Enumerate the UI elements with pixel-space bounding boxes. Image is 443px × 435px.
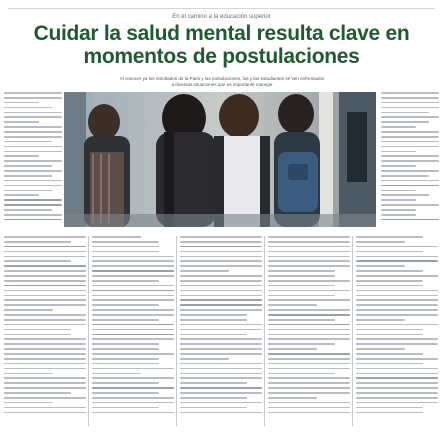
body-text-line [268,397,317,399]
body-text-line [268,329,350,331]
body-text-line [4,165,52,167]
body-text-line [268,392,350,394]
body-text-line [180,324,262,326]
body-text-line [381,107,439,109]
body-text-line [268,309,350,311]
body-text-line [180,246,262,248]
body-text-line [92,251,159,253]
article-kicker: En el camino a la educación superior [172,14,271,20]
body-text-line [180,377,262,379]
body-text-line [4,373,53,375]
body-text-line [180,236,262,238]
body-text-line [381,199,416,201]
body-text-line [381,219,439,221]
body-text-line [268,290,350,292]
body-text-line [356,392,438,394]
body-text-line [4,348,86,350]
body-column-4 [268,236,350,426]
body-text-line [180,382,247,384]
body-text-line [4,194,39,196]
body-text-line [381,190,416,192]
body-text-line [4,285,86,287]
body-text-line [381,126,416,128]
body-text-line [268,304,317,306]
body-text-line [356,334,423,336]
body-text-line [268,270,335,272]
body-text-line [381,136,439,138]
body-text-line [4,358,86,360]
body-text-line [356,368,438,370]
body-text-line [381,214,416,216]
body-text-line [268,285,335,287]
body-text-line [356,304,438,306]
body-text-line [4,412,86,414]
body-text-line [4,319,86,321]
body-text-line [268,295,335,297]
body-text-line [180,304,262,306]
body-text-line [4,402,53,404]
body-text-line [92,329,174,331]
body-text-line [356,256,438,258]
body-text-line [268,299,350,301]
body-column-5 [356,236,438,426]
body-text-line [4,160,62,162]
column-divider [88,236,89,426]
body-text-line [92,314,174,316]
body-text-line [381,170,439,172]
body-text-line [268,407,350,409]
body-text-line [381,102,439,104]
body-text-line [92,397,174,399]
headline-line-1: Cuidar la salud mental resulta clave en [33,22,410,45]
body-text-line [180,260,262,262]
body-text-line [268,382,350,384]
body-text-line [4,155,39,157]
body-text-line [356,348,405,350]
body-text-line [4,324,86,326]
body-text-line [4,387,86,389]
body-text-line [180,334,247,336]
body-text-line [92,285,174,287]
body-text-line [381,146,439,148]
body-text-line [268,363,350,365]
body-text-line [4,382,86,384]
body-text-line [4,353,86,355]
column-divider [352,236,353,426]
body-text-line [4,343,86,345]
body-text-line [381,194,429,196]
body-text-line [92,275,174,277]
body-text-line [4,141,52,143]
header-rule [8,8,435,9]
body-text-line [92,382,159,384]
body-text-line [92,290,174,292]
body-text-line [4,407,86,409]
body-text-line [268,314,350,316]
body-text-line [92,343,159,345]
body-text-line [4,151,62,153]
body-text-line [381,175,429,177]
body-text-line [4,107,52,109]
body-text-line [268,241,350,243]
body-text-line [180,256,262,258]
body-text-line [4,126,62,128]
body-text-line [381,97,439,99]
body-text-line [268,358,350,360]
body-text-line [92,241,159,243]
body-column-3 [180,236,262,426]
body-text-line [381,151,416,153]
body-text-line [356,251,423,253]
body-text-line [180,338,262,340]
body-text-line [4,309,53,311]
body-text-line [180,295,262,297]
body-text-line [356,295,438,297]
body-text-line [4,209,52,211]
body-text-line [4,314,86,316]
body-text-line [92,363,159,365]
body-text-line [381,112,429,114]
body-text-line [268,260,350,262]
body-text-line [92,373,141,375]
body-text-line [92,304,159,306]
body-text-line [180,392,262,394]
column-divider [176,236,177,426]
body-text-line [92,402,174,404]
body-column-1 [4,236,86,426]
body-text-line [180,368,262,370]
body-text-line [4,280,86,282]
body-text-line [4,246,86,248]
body-column-2 [92,236,174,426]
body-text-line [4,265,86,267]
body-text-line [356,353,423,355]
body-text-line [268,402,350,404]
body-text-line [356,363,423,365]
body-text-line [180,241,262,243]
body-text-line [92,265,174,267]
body-text-line [92,280,159,282]
body-text-line [180,329,262,331]
body-text-line [180,314,247,316]
body-text-line [4,170,62,172]
body-text-line [356,280,423,282]
body-text-line [4,251,86,253]
body-text-line [268,348,317,350]
body-text-line [4,334,71,336]
dek-line-2: a diversas situaciones que es importante manejar [171,82,273,87]
body-text-line [4,338,86,340]
body-text-line [268,236,350,238]
body-text-line [4,214,62,216]
body-text-line [356,377,438,379]
body-text-line [381,116,439,118]
body-text-line [356,373,438,375]
body-text-line [180,280,262,282]
body-text-line [180,275,262,277]
body-text-line [92,299,174,301]
body-text-line [180,387,262,389]
body-text-line [4,175,52,177]
body-text-line [4,290,86,292]
body-text-line [4,112,62,114]
body-text-line [268,275,335,277]
body-text-line [4,363,86,365]
body-text-line [180,373,262,375]
body-text-line [180,290,262,292]
right-text-column [381,92,439,224]
body-text-line [4,392,71,394]
body-text-line [92,368,174,370]
article-headline [10,22,433,68]
body-text-line [4,131,62,133]
body-text-line [4,260,71,262]
body-text-line [268,280,350,282]
body-text-line [92,353,174,355]
body-text-line [356,402,438,404]
column-divider [264,236,265,426]
body-text-line [4,102,39,104]
body-text-line [4,92,62,94]
body-text-line [92,377,174,379]
body-text-line [381,204,439,206]
body-text-line [356,387,438,389]
body-text-line [92,236,141,238]
body-text-line [356,397,438,399]
body-text-line [92,338,174,340]
body-text-line [356,285,423,287]
body-text-line [356,260,438,262]
body-text-line [381,141,439,143]
body-text-line [268,368,350,370]
body-text-line [356,270,423,272]
body-text-line [268,387,350,389]
body-text-line [4,199,62,201]
body-text-line [92,295,174,297]
body-text-line [180,402,262,404]
body-text-line [4,241,71,243]
body-text-line [356,412,423,414]
body-text-line [92,309,174,311]
body-text-line [92,260,174,262]
body-text-line [356,358,438,360]
body-text-line [356,338,438,340]
body-text-line [268,412,350,414]
article-dek [22,76,422,88]
body-text-line [356,309,438,311]
body-text-line [92,324,174,326]
body-text-line [4,185,62,187]
students-photo-illustration [64,92,376,227]
body-text-line [92,270,174,272]
body-text-line [180,397,247,399]
body-text-line [356,324,438,326]
body-text-line [268,373,335,375]
body-text-line [4,368,86,370]
body-text-line [268,334,350,336]
body-text-line [381,92,439,94]
body-text-line [4,136,62,138]
body-text-line [92,256,174,258]
dek-line-1: Al conocer ya los resultados de la Paes y las postulaciones, los y las estudiantes se ven enfrentados [119,76,325,81]
body-text-line [4,270,86,272]
body-text-line [4,97,62,99]
body-text-line [180,309,262,311]
body-text-line [180,363,262,365]
body-text-line [92,358,159,360]
body-text-line [180,353,262,355]
headline-line-2: momentos de postulaciones [83,45,360,68]
body-text-line [268,319,335,321]
body-text-line [4,204,62,206]
body-text-line [4,377,86,379]
body-text-line [92,246,159,248]
body-text-line [92,334,174,336]
body-text-line [4,190,52,192]
body-text-line [381,180,439,182]
body-text-line [356,265,405,267]
body-text-line [4,146,62,148]
body-text-line [381,160,439,162]
body-text-line [4,329,71,331]
body-text-line [180,319,247,321]
body-text-line [92,319,159,321]
body-text-line [92,407,159,409]
body-text-line [381,209,416,211]
body-text-line [180,412,262,414]
body-text-line [180,265,262,267]
body-text-line [356,382,438,384]
body-text-line [92,412,174,414]
body-text-line [356,319,405,321]
body-text-line [268,353,350,355]
body-text-line [92,387,174,389]
body-text-line [356,407,423,409]
body-text-line [356,299,438,301]
body-text-line [268,377,350,379]
body-text-line [4,295,86,297]
body-text-line [180,285,262,287]
body-text-line [381,155,439,157]
body-text-line [4,256,86,258]
body-text-line [381,131,439,133]
body-text-line [180,299,262,301]
body-text-line [4,299,86,301]
body-text-line [180,358,229,360]
body-text-line [180,343,262,345]
body-text-line [268,251,350,253]
body-text-line [381,121,429,123]
body-text-line [268,324,350,326]
body-text-line [268,246,350,248]
body-text-line [356,343,438,345]
body-text-line [92,392,159,394]
body-text-line [356,236,423,238]
body-text-line [268,338,350,340]
body-text-line [4,219,62,221]
body-text-line [180,407,247,409]
body-text-line [4,236,86,238]
body-text-line [356,290,438,292]
body-text-line [356,329,423,331]
body-text-line [4,304,86,306]
body-text-line [356,314,438,316]
left-text-column [4,92,62,224]
body-text-line [4,180,62,182]
body-text-line [268,265,350,267]
body-text-line [4,397,86,399]
body-text-line [4,275,86,277]
body-text-line [180,348,262,350]
body-text-line [381,185,439,187]
body-text-line [180,251,262,253]
body-text-line [381,165,416,167]
body-text-line [4,116,62,118]
body-text-line [268,343,335,345]
body-text-line [356,246,438,248]
body-text-line [180,270,229,272]
body-text-line [356,241,405,243]
body-text-line [356,275,438,277]
article-photo [64,92,376,227]
body-text-line [92,348,159,350]
body-text-line [4,121,39,123]
body-text-line [268,256,350,258]
